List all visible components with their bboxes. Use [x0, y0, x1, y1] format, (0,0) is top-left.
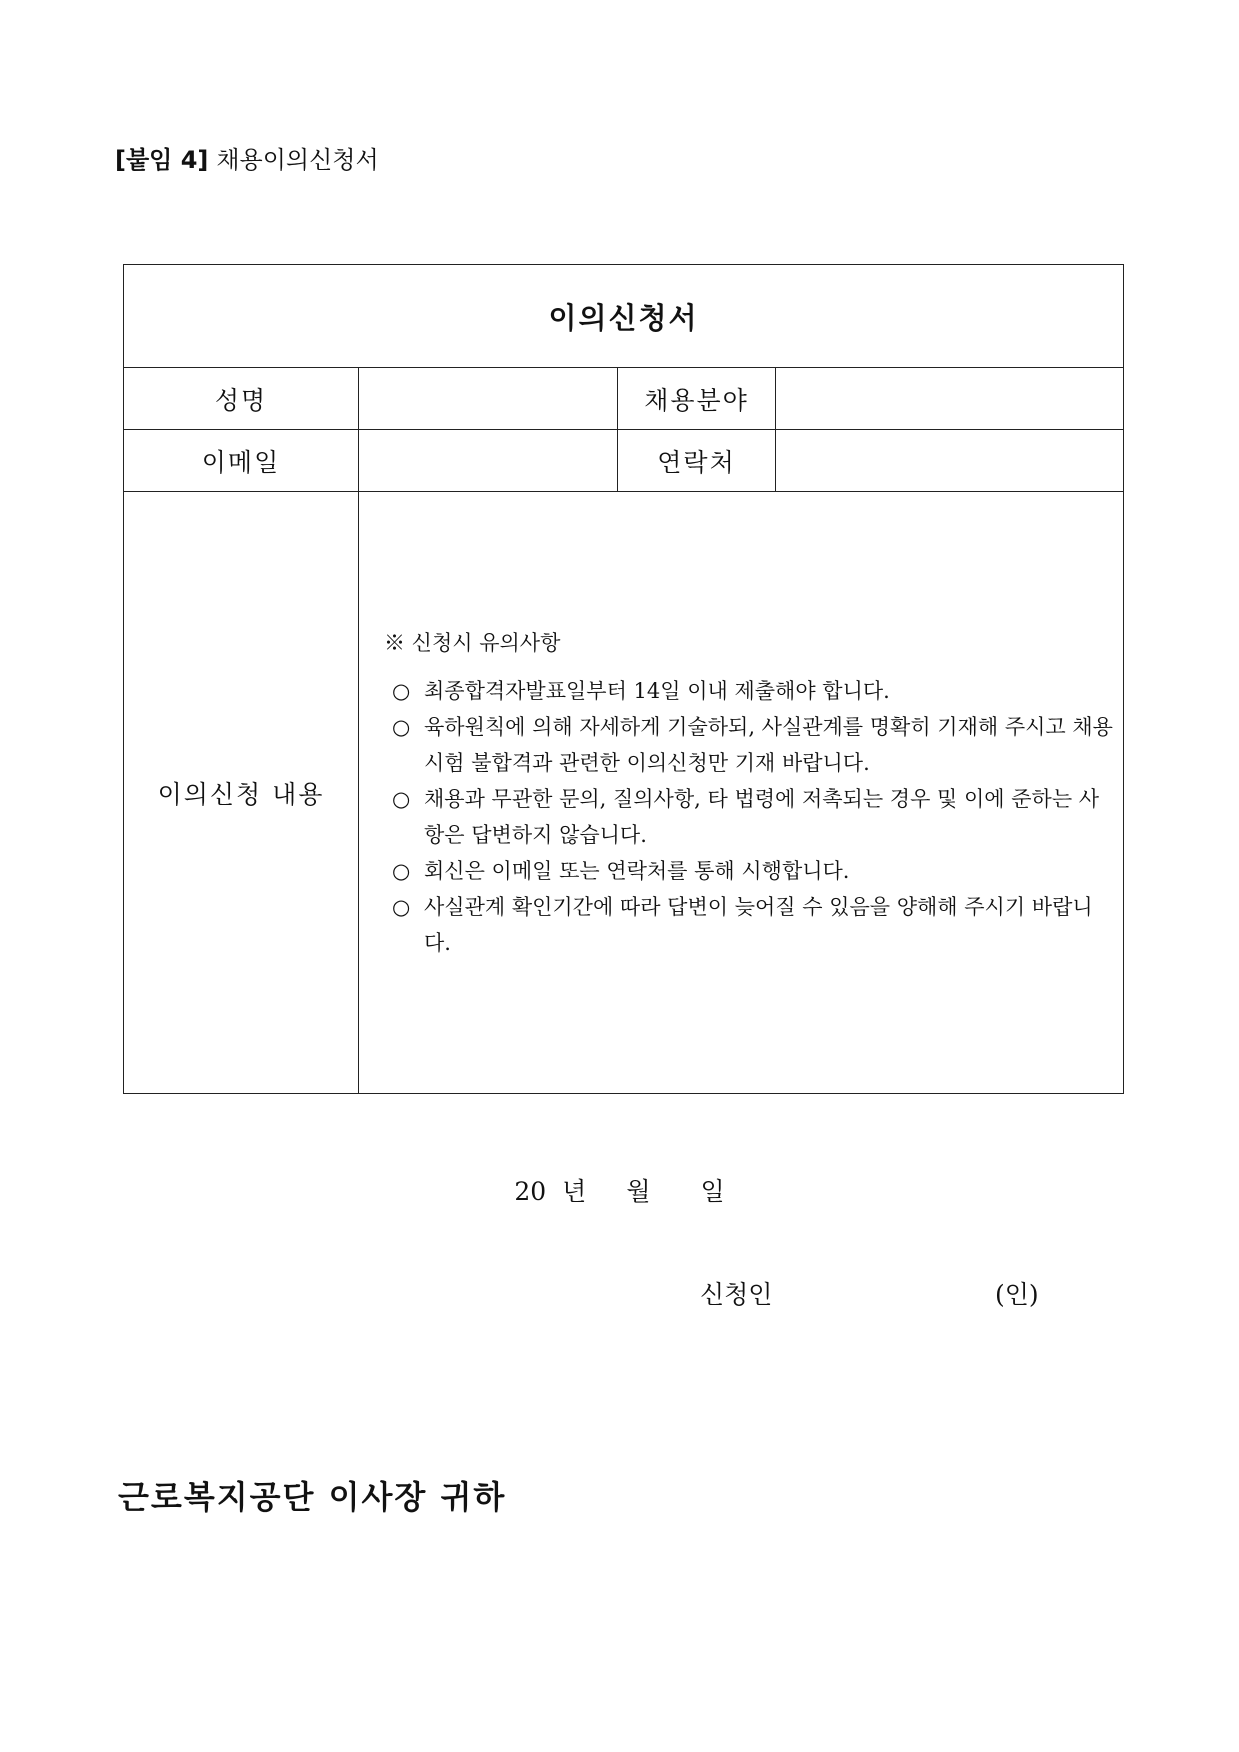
form-title: 이의신청서 [124, 265, 1124, 368]
contact-label: 연락처 [618, 430, 776, 492]
objection-content-label: 이의신청 내용 [124, 492, 359, 1094]
recruitment-field-input[interactable] [776, 368, 1124, 430]
attachment-header [115, 145, 379, 175]
list-item [384, 781, 1115, 853]
notes-list [384, 673, 1115, 961]
date-line [0, 1172, 1239, 1208]
list-item [384, 889, 1115, 961]
attachment-title: 채용이의신청서 [216, 146, 379, 174]
note-text: 최종합격자발표일부터 14일 이내 제출해야 합니다. [424, 678, 890, 703]
addressee: 근로복지공단 이사장 귀하 [118, 1478, 507, 1516]
recruitment-field-label: 채용분야 [618, 368, 776, 430]
bullet-icon: ○ [392, 894, 411, 919]
applicant-label: 신청인 [700, 1280, 773, 1309]
date-month-unit: 월 [626, 1177, 651, 1206]
list-item [384, 853, 1115, 889]
name-field[interactable] [359, 368, 618, 430]
bullet-icon: ○ [392, 786, 411, 811]
note-text: 채용과 무관한 문의, 질의사항, 타 법령에 저촉되는 경우 및 이에 준하는 사항은 답변하지 않습니다. [424, 786, 1100, 847]
list-item [384, 673, 1115, 709]
date-year: 20 [514, 1177, 547, 1206]
email-field[interactable] [359, 430, 618, 492]
date-year-unit: 년 [562, 1177, 587, 1206]
date-day-unit: 일 [700, 1177, 725, 1206]
objection-form-table [123, 264, 1124, 1094]
attachment-tag: [붙임 4] [115, 146, 209, 174]
list-item [384, 709, 1115, 781]
contact-field[interactable] [776, 430, 1124, 492]
seal-label: (인) [995, 1280, 1039, 1309]
name-label: 성명 [124, 368, 359, 430]
note-text: 육하원칙에 의해 자세하게 기술하되, 사실관계를 명확히 기재해 주시고 채용시험 불합격과 관련한 이의신청만 기재 바랍니다. [424, 714, 1113, 775]
note-text: 회신은 이메일 또는 연락처를 통해 시행합니다. [424, 858, 850, 883]
bullet-icon: ○ [392, 858, 411, 883]
email-label: 이메일 [124, 430, 359, 492]
application-notes [359, 625, 1123, 961]
objection-content-field[interactable] [359, 492, 1124, 1094]
bullet-icon: ○ [392, 714, 411, 739]
bullet-icon: ○ [392, 678, 411, 703]
notes-title: ※ 신청시 유의사항 [384, 630, 561, 655]
note-text: 사실관계 확인기간에 따라 답변이 늦어질 수 있음을 양해해 주시기 바랍니다. [424, 894, 1093, 955]
